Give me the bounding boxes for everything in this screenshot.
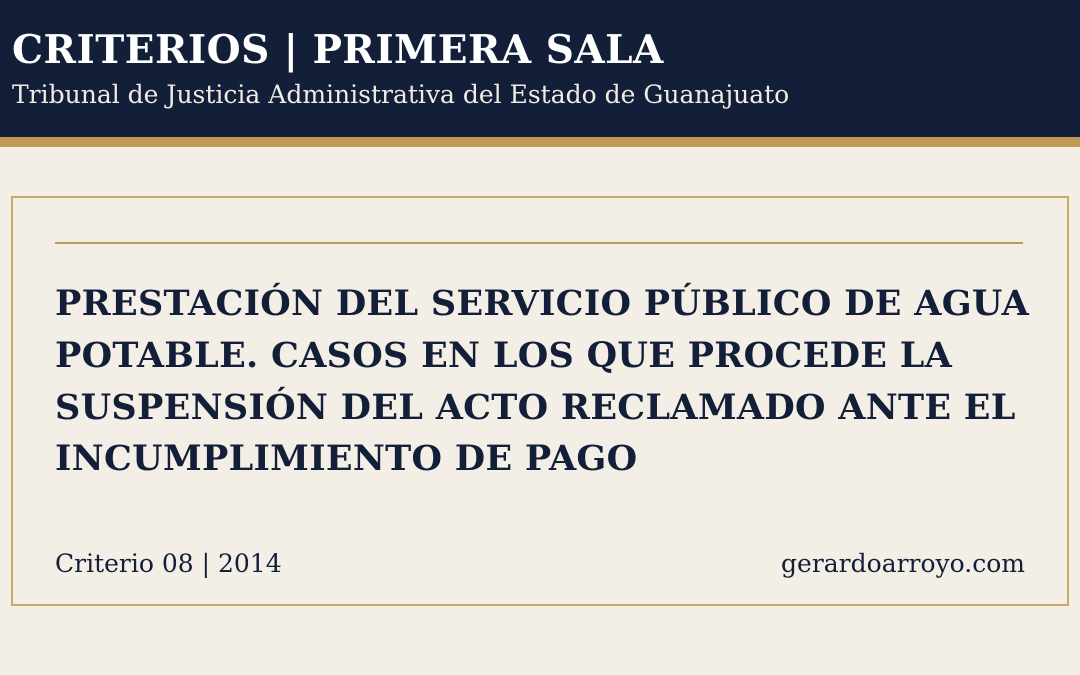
criterion-title: PRESTACIÓN DEL SERVICIO PÚBLICO DE AGUA POTABLE. CASOS EN LOS QUE PROCEDE LA SUSPENSIÓN DEL ACTO RECLAMADO ANTE EL INCUMPLIMIENTO DE PAGO (55, 283, 1030, 480)
card-divider (55, 242, 1023, 244)
header-accent-rule (0, 137, 1080, 147)
criterion-footer (55, 549, 1025, 578)
site-credit: gerardoarroyo.com (781, 549, 1025, 578)
page-header (0, 0, 1080, 137)
criterion-card (11, 196, 1069, 606)
page-subtitle: Tribunal de Justicia Administrativa del Estado de Guanajuato (12, 79, 790, 109)
criterion-card-inner (13, 198, 1067, 604)
criterion-reference: Criterio 08 | 2014 (55, 549, 282, 578)
page-title: CRITERIOS | PRIMERA SALA (12, 27, 664, 73)
